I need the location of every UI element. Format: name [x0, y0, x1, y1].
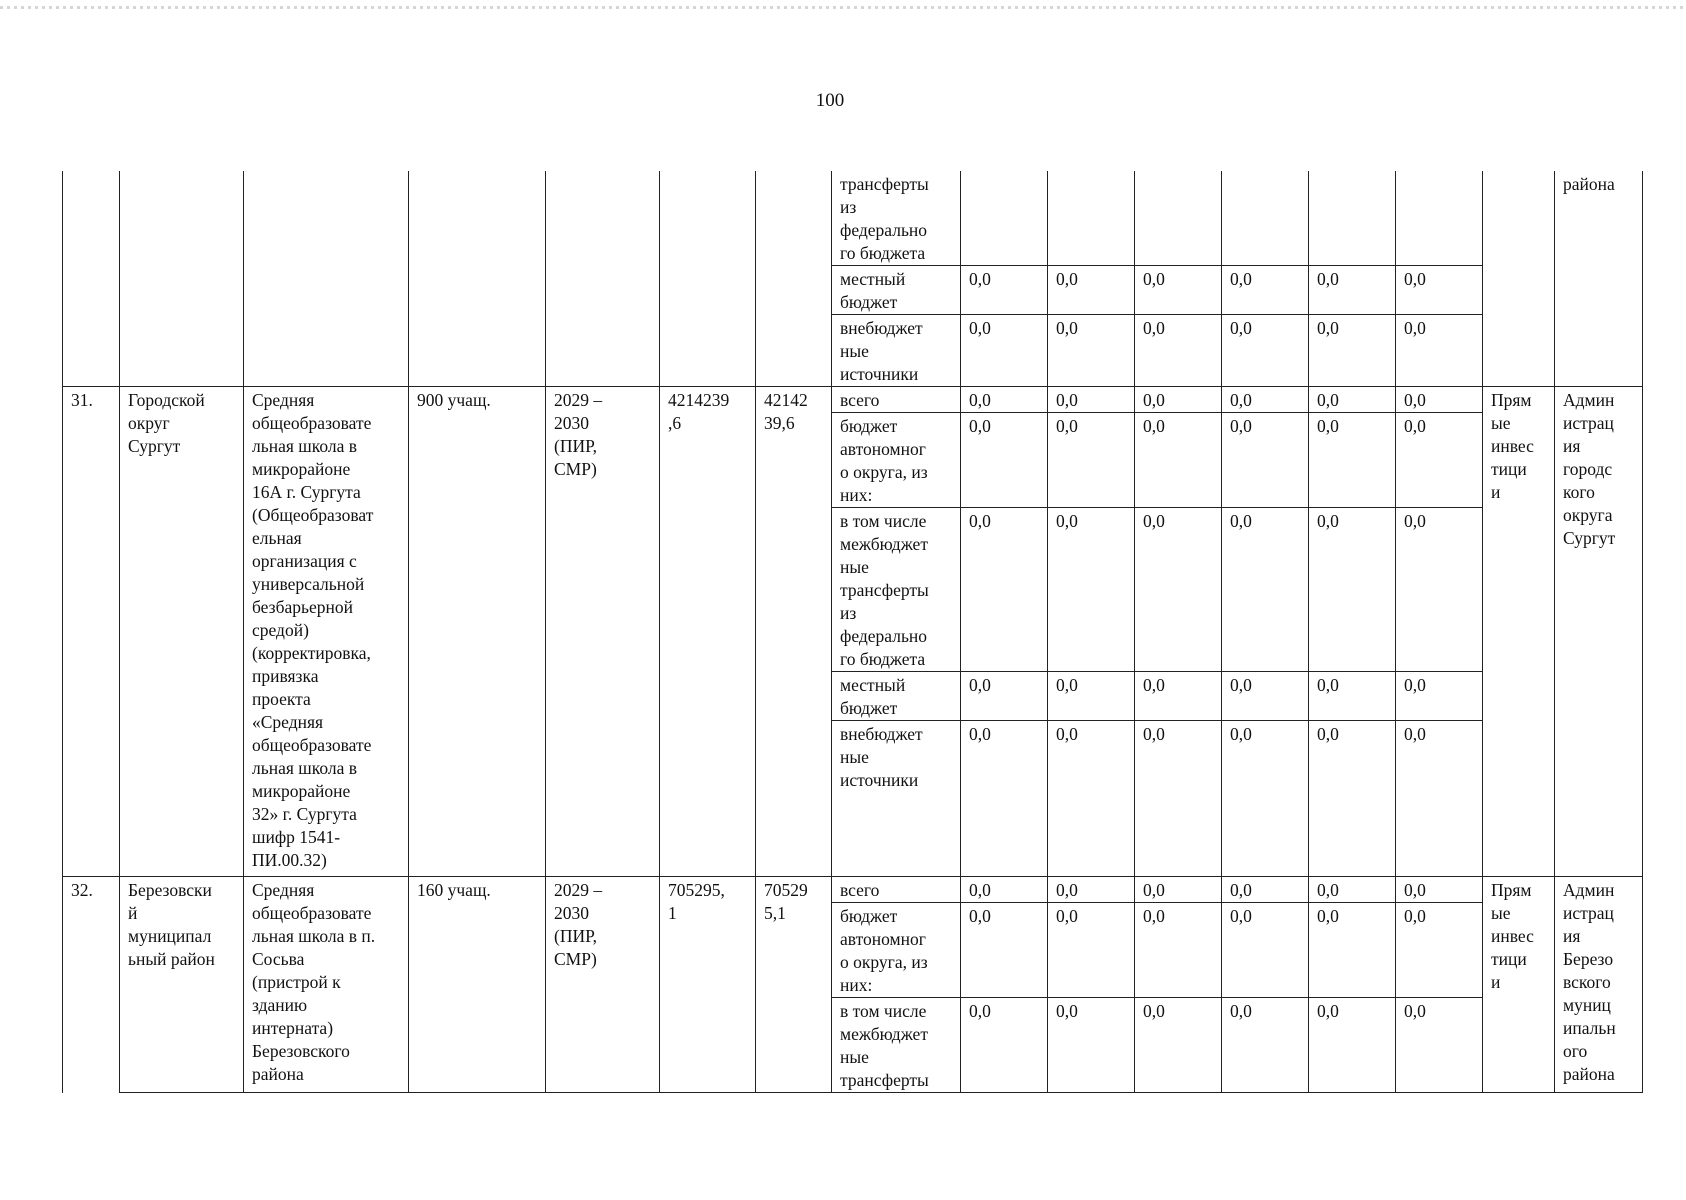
value-cell: 0,0: [1135, 413, 1222, 508]
value-cell: 0,0: [961, 315, 1048, 387]
table-row: [63, 877, 1643, 903]
value-cell: 0,0: [961, 413, 1048, 508]
entry-number: 32.: [63, 877, 120, 1093]
value-cell: 0,0: [1396, 877, 1483, 903]
value-cell: 0,0: [1048, 721, 1135, 877]
value-cell: 0,0: [1309, 998, 1396, 1093]
funding-source-label: местный бюджет: [832, 266, 961, 315]
value-cell: 0,0: [1222, 315, 1309, 387]
value-cell: [1309, 171, 1396, 266]
value-cell: 0,0: [1135, 387, 1222, 413]
cont-capacity-cell: [409, 171, 546, 387]
value-cell: 0,0: [1222, 672, 1309, 721]
value-cell: 0,0: [1048, 508, 1135, 672]
funding-source-label: внебюджет ные источники: [832, 721, 961, 877]
value-cell: 0,0: [1048, 877, 1135, 903]
value-cell: 0,0: [1135, 508, 1222, 672]
value-cell: 0,0: [1309, 387, 1396, 413]
value-cell: [1396, 171, 1483, 266]
scan-edge: [0, 6, 1686, 9]
investment-table: [62, 171, 1643, 1093]
value-cell: 0,0: [1309, 266, 1396, 315]
value-cell: 0,0: [961, 903, 1048, 998]
cont-responsible-cell: района: [1555, 171, 1643, 387]
value-cell: 0,0: [1135, 266, 1222, 315]
value-cell: 0,0: [961, 998, 1048, 1093]
value-cell: 0,0: [1048, 315, 1135, 387]
responsible-cell: Админ истрац ия Березо вского муниц ипальн ого района: [1555, 877, 1643, 1093]
capacity-cell: 900 учащ.: [409, 387, 546, 877]
value-cell: 0,0: [1222, 903, 1309, 998]
value-cell: 0,0: [1309, 903, 1396, 998]
value-cell: 0,0: [1135, 903, 1222, 998]
value-cell: 0,0: [1048, 387, 1135, 413]
value-cell: [1048, 171, 1135, 266]
funding-source-label: всего: [832, 387, 961, 413]
value-cell: 0,0: [1396, 903, 1483, 998]
capacity-cell: 160 учащ.: [409, 877, 546, 1093]
municipality-cell: Городской округ Сургут: [120, 387, 244, 877]
value-cell: 0,0: [1048, 266, 1135, 315]
value-cell: 0,0: [1222, 998, 1309, 1093]
value-cell: 0,0: [1396, 721, 1483, 877]
value-cell: 0,0: [961, 387, 1048, 413]
value-cell: 0,0: [1309, 413, 1396, 508]
cont-municipality-cell: [120, 171, 244, 387]
value-cell: 0,0: [1222, 721, 1309, 877]
value-cell: 0,0: [961, 508, 1048, 672]
value-cell: 0,0: [1309, 721, 1396, 877]
mechanism-cell: Прям ые инвес тици и: [1483, 387, 1555, 877]
cont-mechanism-cell: [1483, 171, 1555, 387]
value-cell: [961, 171, 1048, 266]
value-cell: 0,0: [1396, 508, 1483, 672]
cont-object-cell: [244, 171, 409, 387]
value-cell: 0,0: [1396, 413, 1483, 508]
cont-num-cell: [63, 171, 120, 387]
value-cell: 0,0: [1135, 315, 1222, 387]
value-cell: 0,0: [1135, 672, 1222, 721]
value-cell: 0,0: [1309, 877, 1396, 903]
funding-source-label: бюджет автономног о округа, из них:: [832, 413, 961, 508]
cont-period-cell: [546, 171, 660, 387]
period-cell: 2029 – 2030 (ПИР, СМР): [546, 877, 660, 1093]
funding-source-label: всего: [832, 877, 961, 903]
value-cell: [1135, 171, 1222, 266]
entry-number: 31.: [63, 387, 120, 877]
responsible-cell: Админ истрац ия городс кого округа Сургут: [1555, 387, 1643, 877]
value-cell: 0,0: [1396, 672, 1483, 721]
remaining-cost-cell: 70529 5,1: [756, 877, 832, 1093]
table-row: [63, 171, 1643, 266]
funding-source-label: трансферты из федерально го бюджета: [832, 171, 961, 266]
value-cell: 0,0: [1309, 315, 1396, 387]
value-cell: 0,0: [1396, 998, 1483, 1093]
value-cell: 0,0: [1222, 387, 1309, 413]
table-row: [63, 387, 1643, 413]
value-cell: 0,0: [961, 877, 1048, 903]
value-cell: 0,0: [961, 721, 1048, 877]
cost-cell: 4214239 ,6: [660, 387, 756, 877]
value-cell: 0,0: [961, 672, 1048, 721]
municipality-cell: Березовски й муниципал ьный район: [120, 877, 244, 1093]
object-name-cell: Средняя общеобразовате льная школа в микрорайоне 16А г. Сургута (Общеобразоват ельная организация с универсальной безбарьерной средой) (корректировка, привязка проекта «Средняя общеобразовате льная школа в микрорайоне 32» г. Сургута шифр 1541- ПИ.00.32): [244, 387, 409, 877]
value-cell: 0,0: [1222, 877, 1309, 903]
value-cell: 0,0: [1222, 508, 1309, 672]
remaining-cost-cell: 42142 39,6: [756, 387, 832, 877]
mechanism-cell: Прям ые инвес тици и: [1483, 877, 1555, 1093]
value-cell: 0,0: [1135, 721, 1222, 877]
value-cell: 0,0: [1048, 672, 1135, 721]
period-cell: 2029 – 2030 (ПИР, СМР): [546, 387, 660, 877]
funding-source-label: внебюджет ные источники: [832, 315, 961, 387]
value-cell: 0,0: [1135, 877, 1222, 903]
cont-remaining-cell: [756, 171, 832, 387]
value-cell: 0,0: [1396, 315, 1483, 387]
value-cell: 0,0: [1048, 998, 1135, 1093]
value-cell: 0,0: [1396, 266, 1483, 315]
cont-cost-cell: [660, 171, 756, 387]
funding-source-label: бюджет автономног о округа, из них:: [832, 903, 961, 998]
object-name-cell: Средняя общеобразовате льная школа в п. Сосьва (пристрой к зданию интерната) Березовского района: [244, 877, 409, 1093]
value-cell: 0,0: [1048, 413, 1135, 508]
value-cell: 0,0: [961, 266, 1048, 315]
value-cell: 0,0: [1309, 672, 1396, 721]
funding-source-label: в том числе межбюджет ные трансферты: [832, 998, 961, 1093]
funding-source-label: местный бюджет: [832, 672, 961, 721]
page-number: 100: [815, 90, 845, 111]
value-cell: 0,0: [1135, 998, 1222, 1093]
value-cell: 0,0: [1309, 508, 1396, 672]
cost-cell: 705295, 1: [660, 877, 756, 1093]
value-cell: 0,0: [1222, 266, 1309, 315]
value-cell: 0,0: [1396, 387, 1483, 413]
funding-source-label: в том числе межбюджет ные трансферты из федерально го бюджета: [832, 508, 961, 672]
value-cell: 0,0: [1048, 903, 1135, 998]
value-cell: [1222, 171, 1309, 266]
value-cell: 0,0: [1222, 413, 1309, 508]
